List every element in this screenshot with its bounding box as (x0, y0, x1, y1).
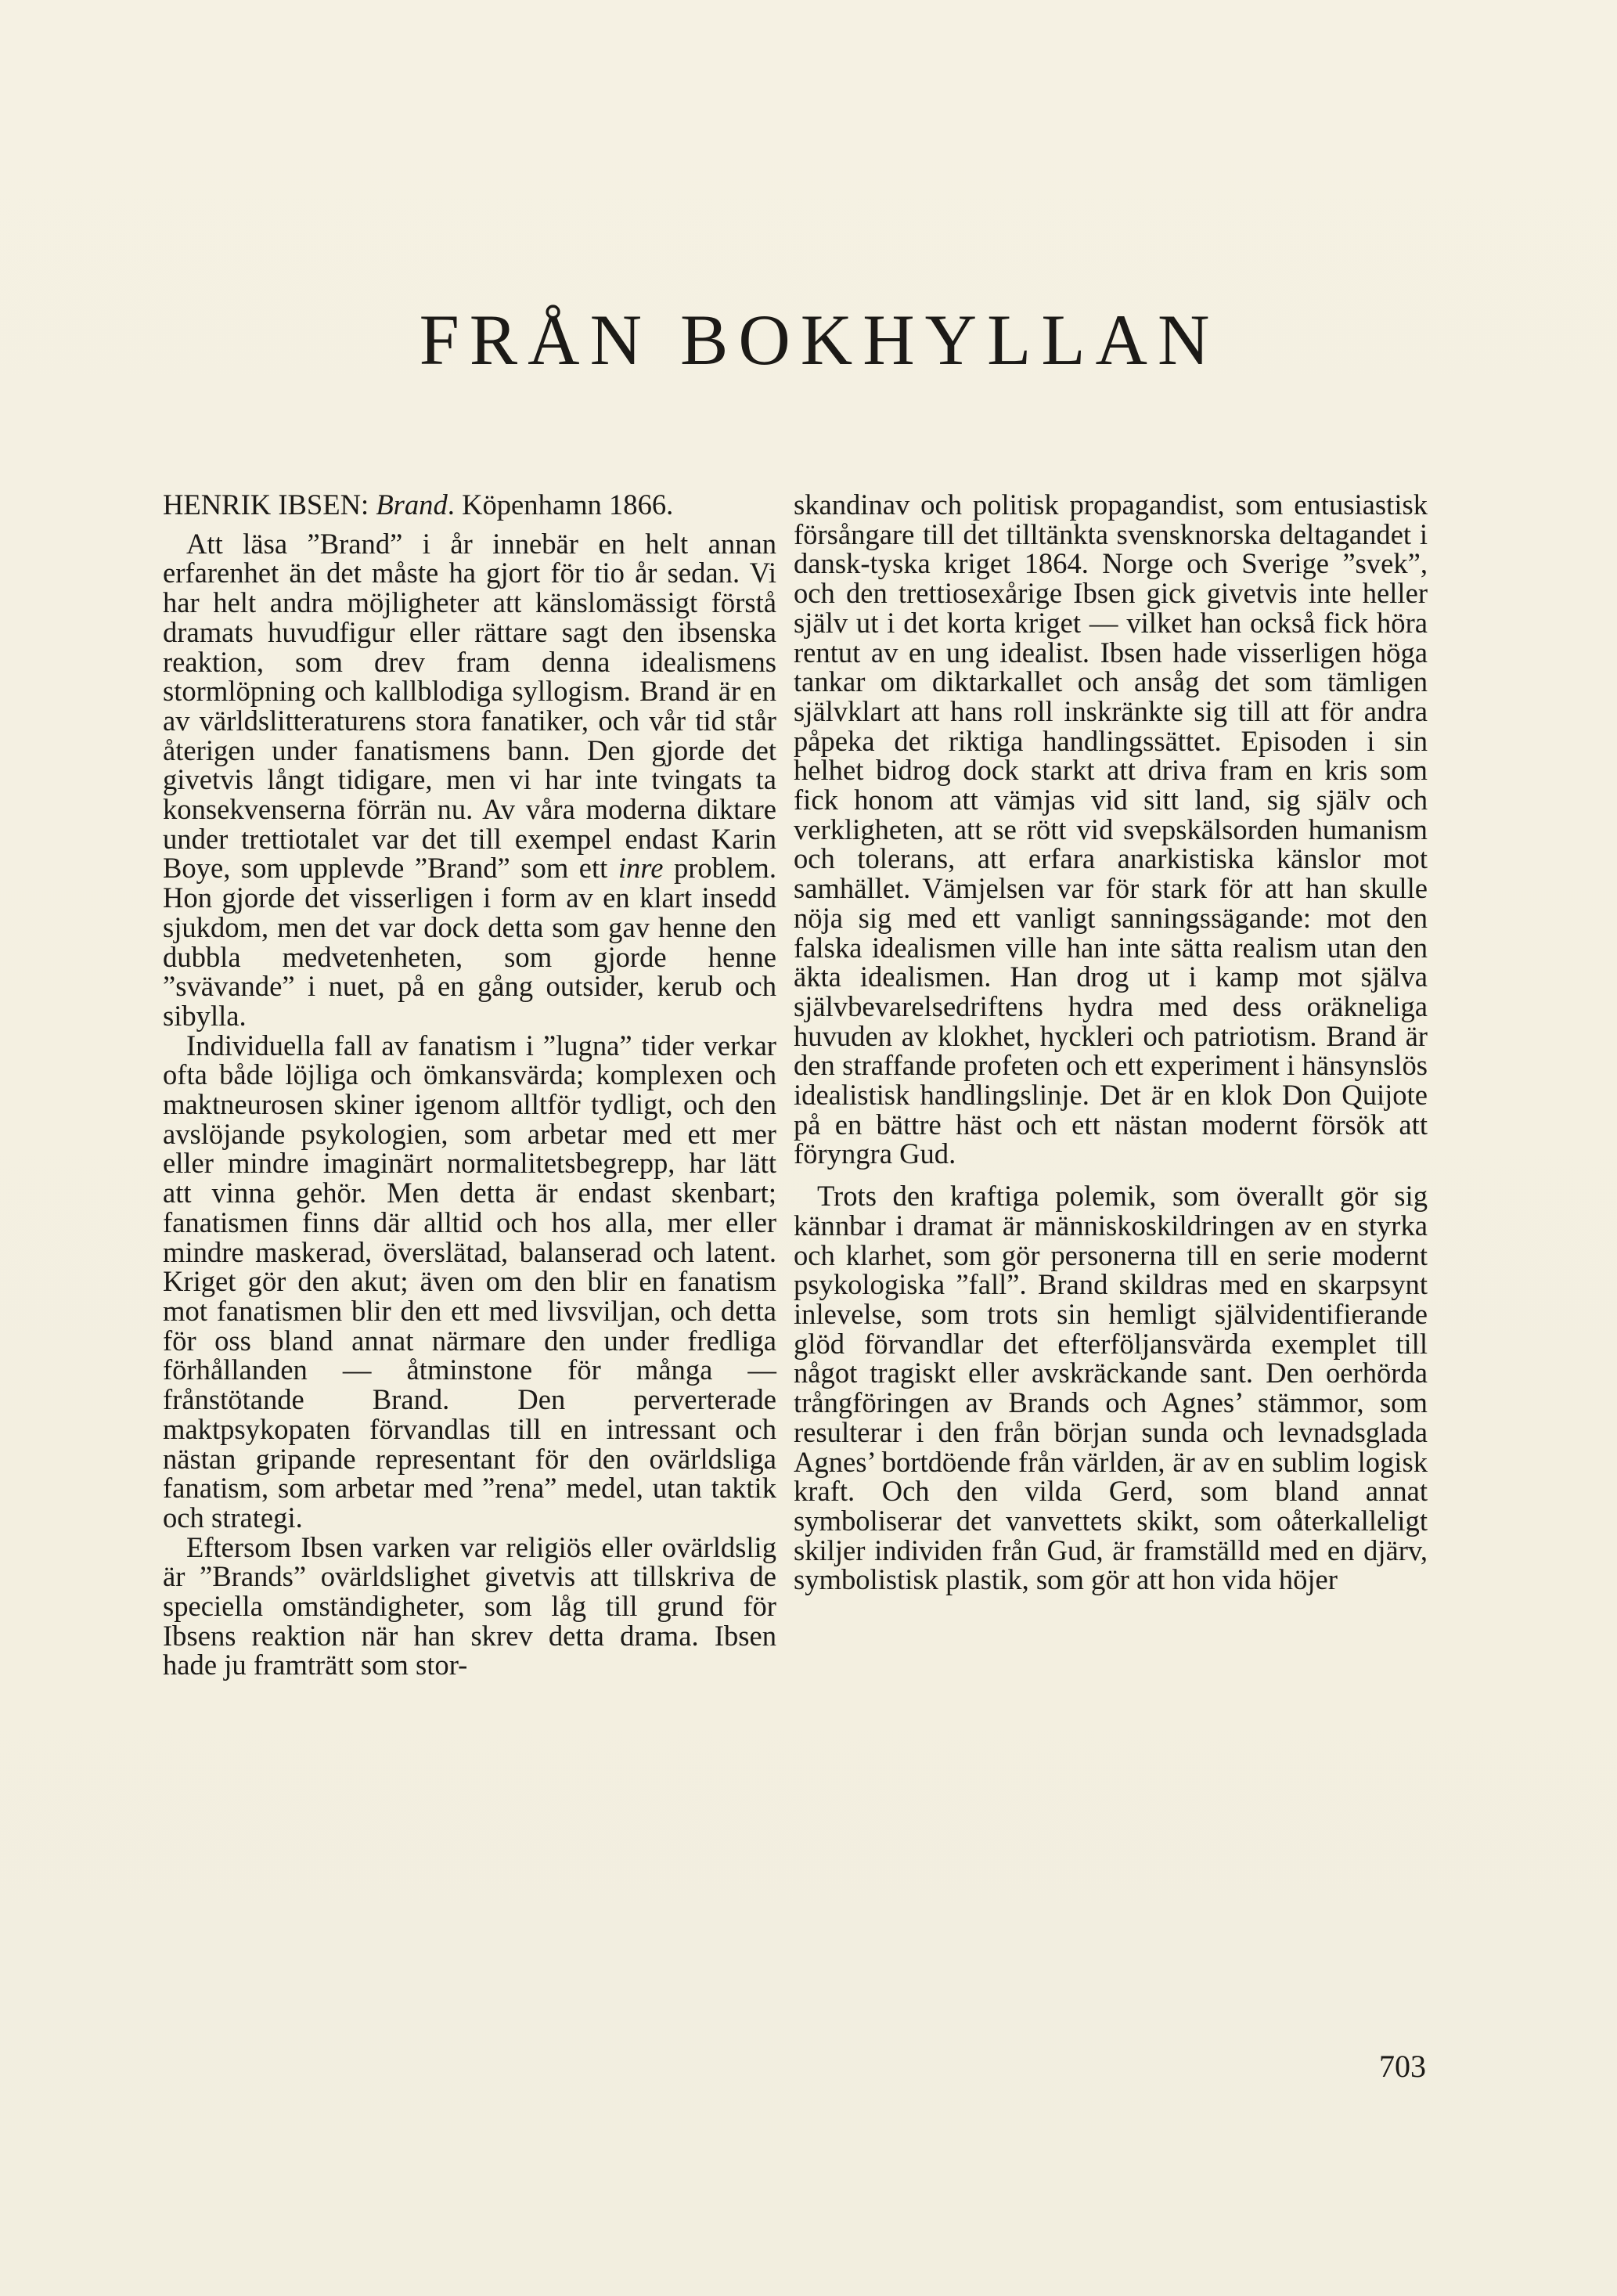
reference-place-year: Köpenhamn 1866. (462, 488, 674, 521)
paragraph (163, 529, 776, 1031)
emphasized-word: inre (618, 852, 664, 885)
reference-work: Brand (376, 488, 448, 521)
reference-author: HENRIK IBSEN (163, 488, 361, 521)
paragraph-text: problem. Hon gjorde det visserligen i form av en klart insedd sjukdom, men det var dock detta som gav henne den dubbla medvetenheten, som gjorde henne ”svävande” i nuet, på en gång outsider, kerub och sibylla. (163, 852, 776, 1032)
book-reference: HENRIK IBSEN: Brand. Köpenhamn 1866. (163, 488, 674, 521)
paragraph: skandinav och politisk propagandist, som entusiastisk försångare till det tilltänkta svensknorska deltagandet i dansk-tyska kriget 1864. Norge och Sverige ”svek”, och den trettiosexårige Ibsen gick givetvis inte heller själv ut i det korta kriget — vilket han också fick höra rentut av en ung idealist. Ibsen hade visserligen höga tankar om diktarkallet och ansåg det som tämligen självklart att hans roll inskränkte sig till att för andra påpeka det riktiga handlingssättet. Episoden i sin helhet bidrog dock starkt att driva fram en kris som fick honom att vämjas vid sitt land, sig själv och verkligheten, att se rött vid svepskälsorden humanism och tolerans, att erfara anarkistiska känslor mot samhället. Vämjelsen var för stark för att han skulle nöja sig med ett vanligt sanningssägande: mot den falska idealismen ville han inte sätta realism utan den äkta idealismen. Han drog ut i kamp mot själva självbevarelsedriftens hydra med dess oräkneliga huvuden av klokhet, hyckleri och patriotism. Brand är den straffande profeten och ett experiment i hänsynslös idealistisk handlingslinje. Det är en klok Don Quijote på en bättre häst och ett nästan modernt försök att föryngra Gud. (794, 488, 1428, 1170)
page-title: FRÅN BOKHYLLAN (419, 300, 1220, 380)
paragraph: Trots den kraftiga polemik, som överallt gör sig kännbar i dramat är människoskildringen av en styrka och klarhet, som gör personerna till en serie modernt psykologiska ”fall”. Brand skildras med en skarpsynt inlevelse, som trots sin hemligt självidentifierande glöd förvandlar det efterföljansvärda exemplet till något tragiskt eller avskräckande sant. Den oerhörda trångföringen av Brands och Agnes’ stämmor, som resulterar i den från början sunda och levnadsglada Agnes’ bortdöende från världen, är av en sublim logisk kraft. Och den vilda Gerd, som bland annat symboliserar det vanvettets skikt, som oåterkalleligt skiljer individen från Gud, är framställd med en djärv, symbolistisk plastik, som gör att hon vida höjer (794, 1180, 1428, 1596)
paragraph: Individuella fall av fanatism i ”lugna” tider verkar ofta både löjliga och ömkansvärda; komplexen och maktneurosen skiner igenom alltför tydligt, och den avslöjande psykologien, som arbetar med ett mer eller mindre imaginärt normalitetsbegrepp, har lätt att vinna gehör. Men detta är endast skenbart; fanatismen finns där alltid och hos alla, mer eller mindre maskerad, överslätad, balanserad och latent. Kriget gör den akut; även om den blir en fanatism mot fanatismen blir den ett med livsviljan, och detta för oss bland annat närmare den under fredliga förhållanden — åtminstone för många — frånstötande Brand. Den perverterade maktpsykopaten förvandlas till en intressant och nästan gripande representant för den ovärldsliga fanatism, som arbetar med ”rena” medel, utan taktik och strategi. (163, 1029, 776, 1534)
left-column (163, 490, 776, 1680)
page-number: 703 (1379, 2049, 1426, 2084)
right-column (794, 490, 1428, 1595)
paragraph-text: Att läsa ”Brand” i år innebär en helt annan erfarenhet än det måste ha gjort för tio år sedan. Vi har helt andra möjligheter att känslomässigt förstå dramats huvudfigur eller rättare sagt den ibsenska reaktion, som drev fram denna idealismens stormlöpning och kallblodiga syllogism. Brand är en av världslitteraturens stora fanatiker, och vår tid står återigen under fanatismens bann. Den gjorde det givetvis långt tidigare, men vi har inte tvingats ta konsekvenserna förrän nu. Av våra moderna diktare under trettiotalet var det till exempel endast Karin Boye, som upplevde ”Brand” som ett (163, 527, 776, 885)
paragraph: Eftersom Ibsen varken var religiös eller ovärldslig är ”Brands” ovärldslighet givetvis att tillskriva de speciella omständigheter, som låg till grund för Ibsens reaktion när han skrev detta drama. Ibsen hade ju framträtt som stor- (163, 1530, 776, 1681)
